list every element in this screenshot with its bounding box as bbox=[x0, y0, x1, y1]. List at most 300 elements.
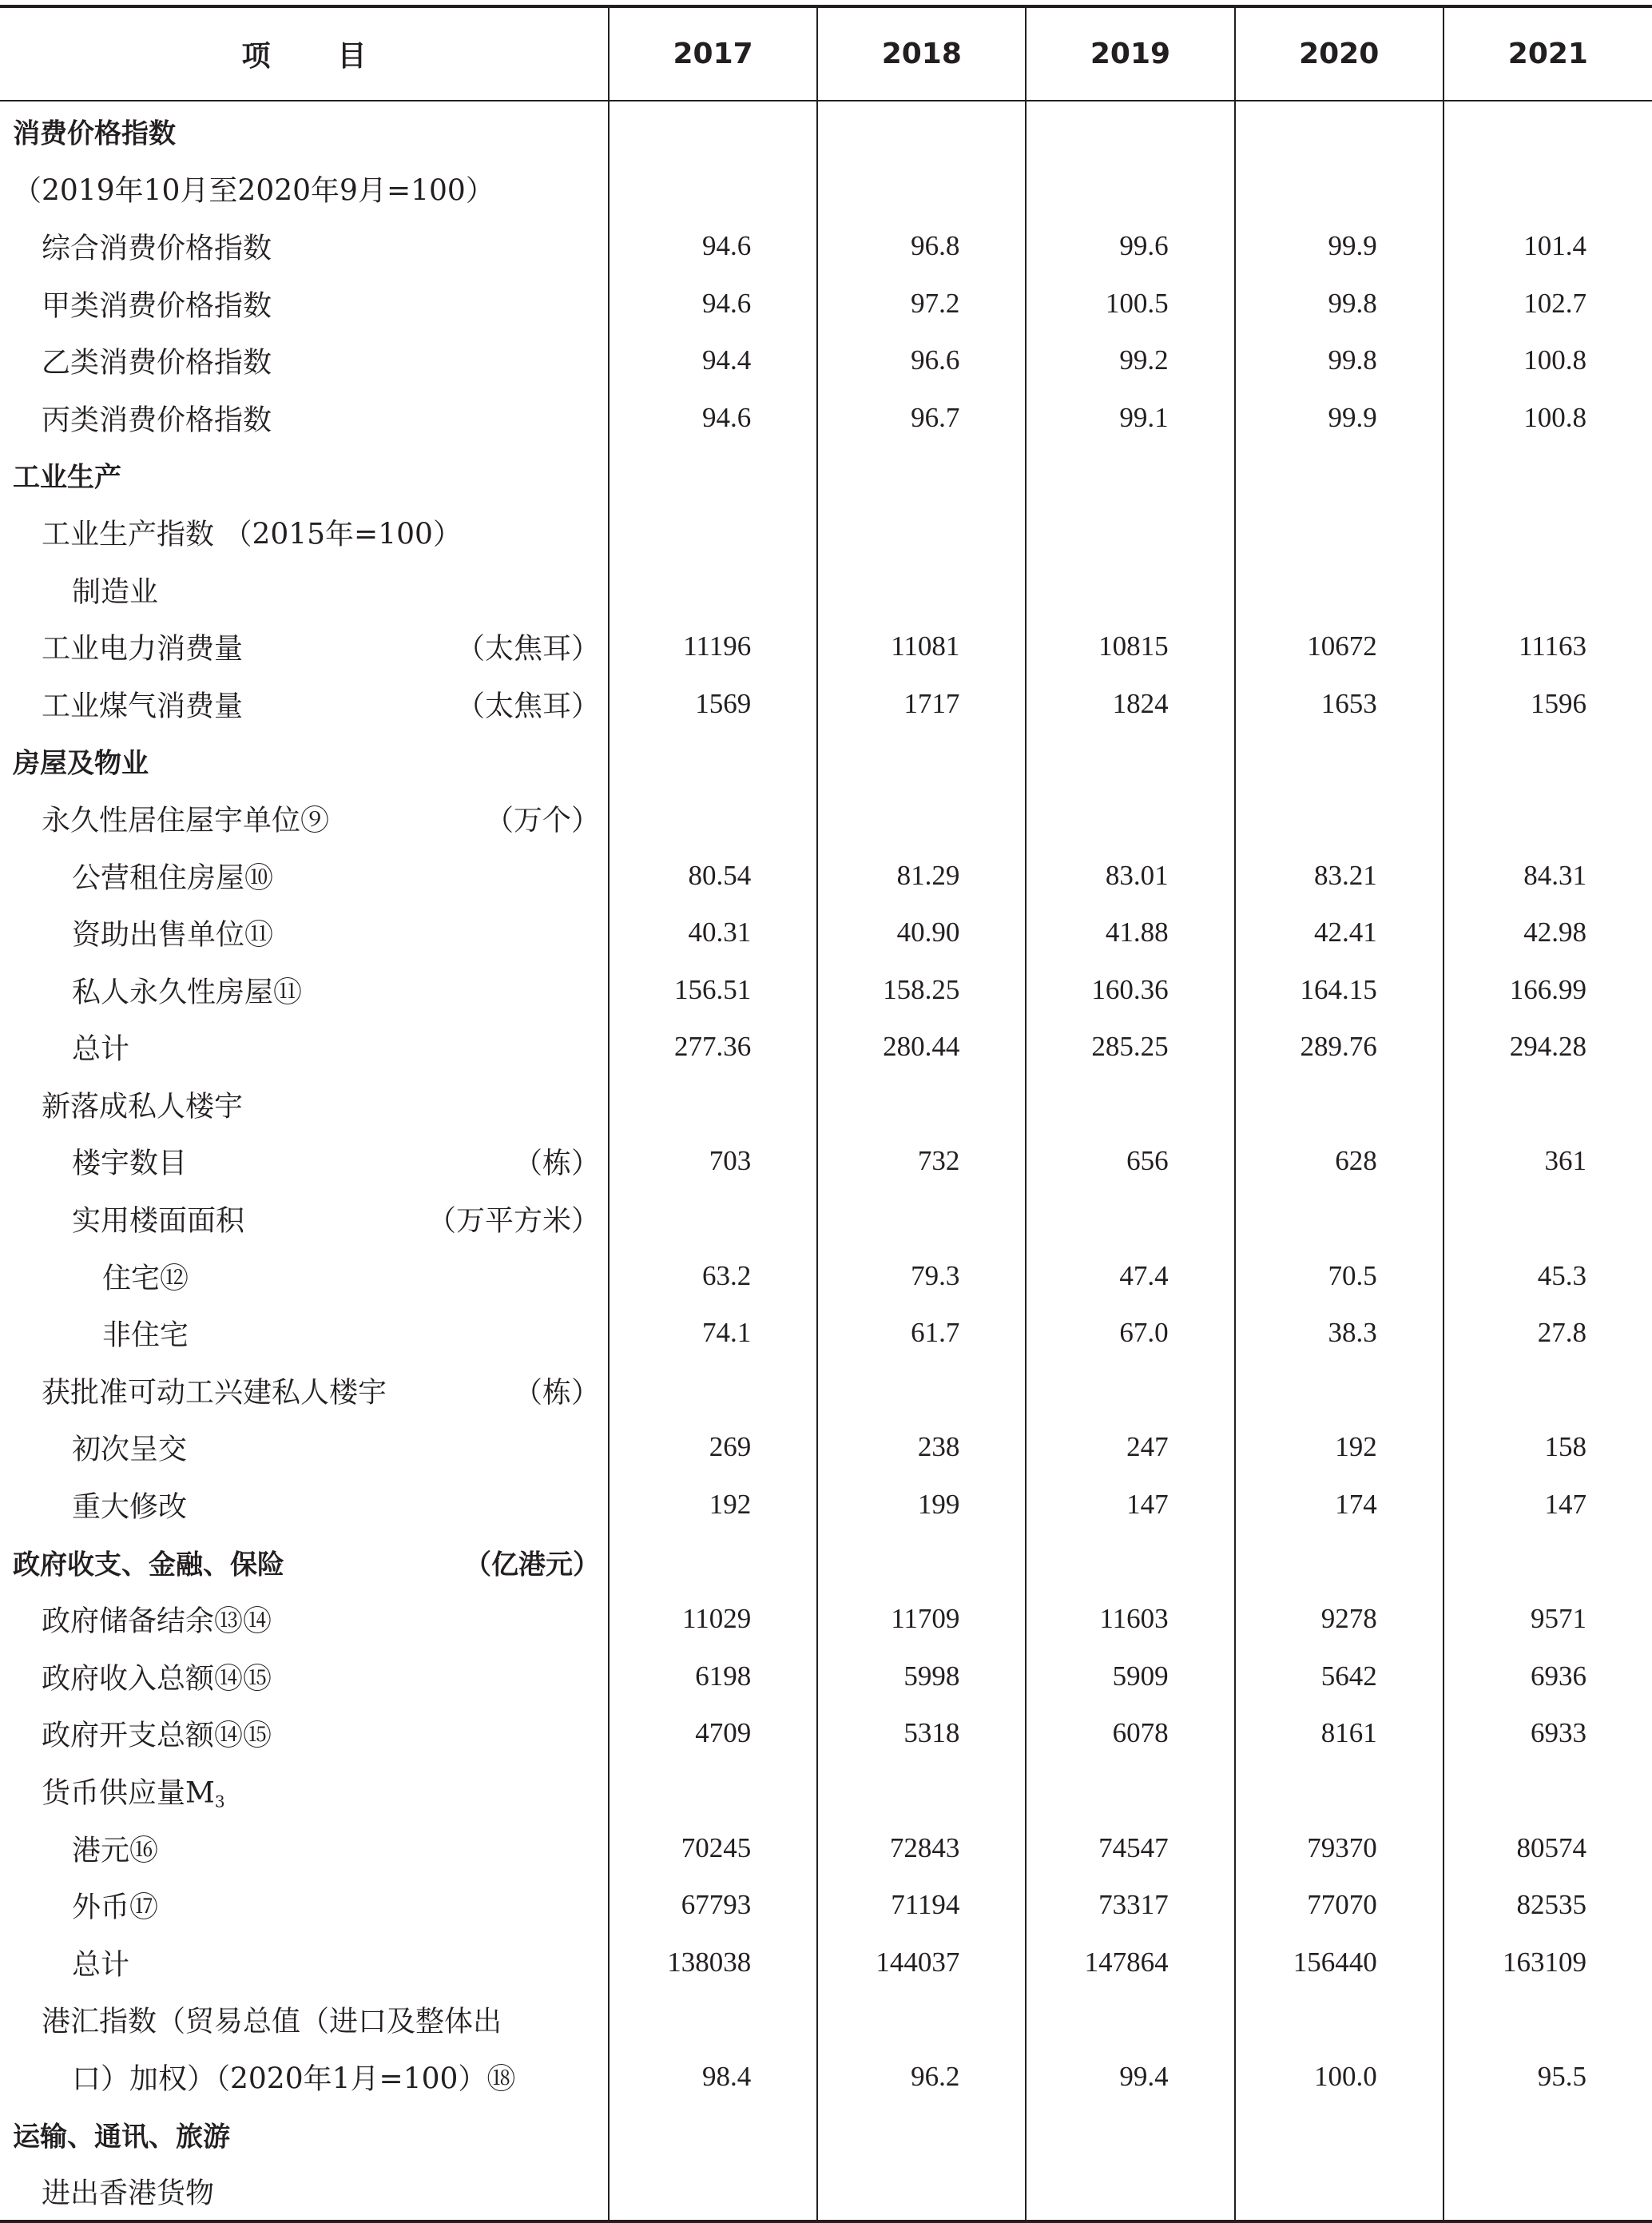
row-label bbox=[42, 1713, 272, 1754]
value-cell: 144037 bbox=[817, 1934, 1026, 1991]
table-row bbox=[0, 1190, 1652, 1247]
value-cell bbox=[1444, 2106, 1652, 2163]
header-year: 2020 bbox=[1235, 6, 1444, 101]
row-label-cell bbox=[0, 1819, 609, 1877]
value-cell: 94.6 bbox=[609, 217, 817, 275]
statistics-table bbox=[0, 5, 1652, 2223]
value-cell bbox=[609, 101, 817, 161]
table-row bbox=[0, 2106, 1652, 2163]
row-label-text: 丙类消费价格指数 bbox=[42, 404, 272, 437]
row-label-text: 政府收支、金融、保险 bbox=[13, 1549, 284, 1581]
value-cell bbox=[1026, 2106, 1234, 2163]
value-cell: 100.5 bbox=[1026, 275, 1234, 332]
table-row bbox=[0, 675, 1652, 733]
value-cell: 67793 bbox=[609, 1876, 817, 1934]
value-cell bbox=[817, 561, 1026, 618]
value-cell bbox=[1235, 503, 1444, 561]
row-label bbox=[72, 1199, 244, 1239]
value-cell bbox=[1026, 1362, 1234, 1419]
value-cell: 158.25 bbox=[817, 961, 1026, 1019]
row-label-text: 港汇指数（贸易总值（进口及整体出 bbox=[42, 2005, 502, 2038]
row-label bbox=[42, 797, 329, 838]
value-cell bbox=[609, 1991, 817, 2049]
value-cell: 96.7 bbox=[817, 389, 1026, 447]
value-cell bbox=[1235, 561, 1444, 618]
header-item bbox=[0, 6, 609, 101]
value-cell bbox=[609, 561, 817, 618]
value-cell: 95.5 bbox=[1444, 2048, 1652, 2106]
value-cell: 96.6 bbox=[817, 332, 1026, 389]
value-cell: 238 bbox=[817, 1419, 1026, 1477]
row-label bbox=[42, 1999, 502, 2040]
table-row bbox=[0, 1362, 1652, 1419]
table-row bbox=[0, 1991, 1652, 2049]
row-label-text: 非住宅 bbox=[102, 1318, 189, 1352]
value-cell: 147 bbox=[1444, 1476, 1652, 1533]
value-cell bbox=[1444, 1991, 1652, 2049]
value-cell: 160.36 bbox=[1026, 961, 1234, 1019]
value-cell: 628 bbox=[1235, 1133, 1444, 1191]
table-row bbox=[0, 1419, 1652, 1477]
value-cell: 5998 bbox=[817, 1648, 1026, 1705]
row-unit: （太焦耳） bbox=[456, 632, 601, 666]
value-cell bbox=[609, 789, 817, 847]
row-label-cell bbox=[0, 1419, 609, 1477]
value-cell: 9571 bbox=[1444, 1590, 1652, 1648]
row-label-text: 总计 bbox=[72, 1948, 130, 1982]
value-cell: 70.5 bbox=[1235, 1247, 1444, 1305]
row-label-text: 制造业 bbox=[72, 575, 159, 609]
table-row bbox=[0, 1590, 1652, 1648]
row-label bbox=[42, 283, 272, 324]
value-cell bbox=[609, 1762, 817, 1819]
table-row bbox=[0, 1133, 1652, 1191]
row-label bbox=[72, 1485, 187, 1525]
value-cell: 99.2 bbox=[1026, 332, 1234, 389]
table-row bbox=[0, 1762, 1652, 1819]
row-label bbox=[13, 169, 494, 209]
value-cell: 77070 bbox=[1235, 1876, 1444, 1934]
value-cell: 656 bbox=[1026, 1133, 1234, 1191]
header-item-label-2: 目 bbox=[337, 40, 367, 73]
row-label bbox=[42, 1599, 272, 1640]
value-cell bbox=[1235, 447, 1444, 504]
value-cell bbox=[817, 1991, 1026, 2049]
row-label-text: 总计 bbox=[72, 1032, 130, 1066]
value-cell: 80.54 bbox=[609, 847, 817, 905]
row-label bbox=[42, 225, 272, 266]
value-cell bbox=[1235, 1533, 1444, 1591]
value-cell: 703 bbox=[609, 1133, 817, 1191]
row-label-text: 住宅⑫ bbox=[102, 1262, 189, 1295]
value-cell: 732 bbox=[817, 1133, 1026, 1191]
value-cell: 82535 bbox=[1444, 1876, 1652, 1934]
row-label-cell bbox=[0, 389, 609, 447]
row-label-text: 港元⑯ bbox=[72, 1834, 159, 1867]
row-label-text: 工业生产指数 （2015年=100） bbox=[42, 518, 462, 551]
value-cell bbox=[817, 1076, 1026, 1133]
row-label-cell bbox=[0, 904, 609, 961]
row-label bbox=[13, 455, 121, 495]
table-row bbox=[0, 2162, 1652, 2221]
value-cell: 83.21 bbox=[1235, 847, 1444, 905]
value-cell bbox=[1444, 447, 1652, 504]
value-cell bbox=[1026, 1190, 1234, 1247]
row-label-text: 工业生产 bbox=[13, 461, 121, 494]
value-cell: 42.98 bbox=[1444, 904, 1652, 961]
row-label-cell bbox=[0, 1648, 609, 1705]
row-label-cell bbox=[0, 2106, 609, 2163]
value-cell: 6078 bbox=[1026, 1705, 1234, 1763]
row-label bbox=[42, 511, 462, 552]
value-cell bbox=[609, 2106, 817, 2163]
header-year: 2017 bbox=[609, 6, 817, 101]
value-cell: 73317 bbox=[1026, 1876, 1234, 1934]
value-cell bbox=[1235, 789, 1444, 847]
header-year: 2021 bbox=[1444, 6, 1652, 101]
value-cell: 11029 bbox=[609, 1590, 817, 1648]
value-cell: 156.51 bbox=[609, 961, 817, 1019]
value-cell: 158 bbox=[1444, 1419, 1652, 1477]
table-row bbox=[0, 161, 1652, 218]
value-cell bbox=[1235, 1190, 1444, 1247]
row-label-cell bbox=[0, 101, 609, 161]
row-label bbox=[72, 1141, 187, 1182]
row-label-cell bbox=[0, 275, 609, 332]
table-row bbox=[0, 101, 1652, 161]
value-cell bbox=[609, 447, 817, 504]
value-cell: 63.2 bbox=[609, 1247, 817, 1305]
table-row bbox=[0, 2048, 1652, 2106]
row-label bbox=[13, 1542, 284, 1581]
value-cell: 84.31 bbox=[1444, 847, 1652, 905]
value-cell: 285.25 bbox=[1026, 1019, 1234, 1076]
value-cell: 294.28 bbox=[1444, 1019, 1652, 1076]
value-cell bbox=[1444, 101, 1652, 161]
row-unit: （栋） bbox=[514, 1147, 601, 1180]
row-label-cell bbox=[0, 1304, 609, 1362]
value-cell bbox=[817, 447, 1026, 504]
value-cell: 40.31 bbox=[609, 904, 817, 961]
value-cell: 101.4 bbox=[1444, 217, 1652, 275]
table-row bbox=[0, 275, 1652, 332]
value-cell bbox=[1026, 447, 1234, 504]
row-label bbox=[42, 397, 272, 438]
row-label bbox=[102, 1255, 189, 1296]
value-cell bbox=[1444, 1533, 1652, 1591]
value-cell bbox=[817, 1762, 1026, 1819]
value-cell: 1824 bbox=[1026, 675, 1234, 733]
row-label bbox=[13, 111, 176, 150]
table-row bbox=[0, 904, 1652, 961]
value-cell: 100.8 bbox=[1444, 389, 1652, 447]
value-cell bbox=[1026, 161, 1234, 218]
row-label-text: 私人永久性房屋⑪ bbox=[72, 976, 303, 1009]
table-row bbox=[0, 1247, 1652, 1305]
row-label-cell bbox=[0, 1533, 609, 1591]
value-cell: 70245 bbox=[609, 1819, 817, 1877]
row-label-text: 永久性居住屋宇单位⑨ bbox=[42, 804, 330, 837]
value-cell: 164.15 bbox=[1235, 961, 1444, 1019]
row-label bbox=[72, 1827, 158, 1868]
table-row bbox=[0, 1819, 1652, 1877]
value-cell: 99.1 bbox=[1026, 389, 1234, 447]
row-label bbox=[42, 1370, 387, 1410]
value-cell: 99.4 bbox=[1026, 2048, 1234, 2106]
value-cell: 269 bbox=[609, 1419, 817, 1477]
value-cell: 74547 bbox=[1026, 1819, 1234, 1877]
row-label-cell bbox=[0, 1476, 609, 1533]
table-row bbox=[0, 1934, 1652, 1991]
value-cell: 83.01 bbox=[1026, 847, 1234, 905]
row-label-cell bbox=[0, 1133, 609, 1191]
row-label-text: 乙类消费价格指数 bbox=[42, 346, 272, 380]
value-cell: 10672 bbox=[1235, 618, 1444, 675]
value-cell bbox=[1235, 1762, 1444, 1819]
value-cell bbox=[817, 733, 1026, 790]
row-label bbox=[72, 855, 273, 896]
row-label-cell bbox=[0, 1190, 609, 1247]
table-row bbox=[0, 618, 1652, 675]
value-cell bbox=[1444, 161, 1652, 218]
row-label-text: 甲类消费价格指数 bbox=[42, 289, 272, 323]
value-cell: 98.4 bbox=[609, 2048, 817, 2106]
row-label-cell bbox=[0, 961, 609, 1019]
row-label-text: 初次呈交 bbox=[72, 1433, 188, 1466]
value-cell: 147864 bbox=[1026, 1934, 1234, 1991]
table-row bbox=[0, 847, 1652, 905]
row-label-cell bbox=[0, 561, 609, 618]
value-cell: 40.90 bbox=[817, 904, 1026, 961]
row-label-text: 政府开支总额⑭⑮ bbox=[42, 1719, 272, 1752]
row-label bbox=[102, 1313, 189, 1354]
value-cell bbox=[1235, 101, 1444, 161]
value-cell: 247 bbox=[1026, 1419, 1234, 1477]
value-cell bbox=[817, 1533, 1026, 1591]
value-cell bbox=[609, 503, 817, 561]
value-cell: 100.0 bbox=[1235, 2048, 1444, 2106]
value-cell bbox=[609, 1362, 817, 1419]
value-cell: 138038 bbox=[609, 1934, 817, 1991]
value-cell: 361 bbox=[1444, 1133, 1652, 1191]
value-cell: 174 bbox=[1235, 1476, 1444, 1533]
value-cell bbox=[1235, 733, 1444, 790]
value-cell: 67.0 bbox=[1026, 1304, 1234, 1362]
row-label-text: 货币供应量M bbox=[42, 1776, 215, 1810]
value-cell: 166.99 bbox=[1444, 961, 1652, 1019]
value-cell bbox=[609, 1190, 817, 1247]
row-label bbox=[72, 1027, 129, 1068]
value-cell bbox=[609, 161, 817, 218]
row-label bbox=[13, 2114, 230, 2153]
row-label-cell bbox=[0, 1362, 609, 1419]
value-cell: 163109 bbox=[1444, 1934, 1652, 1991]
row-label bbox=[42, 626, 243, 667]
row-label-text: 新落成私人楼宇 bbox=[42, 1090, 244, 1123]
value-cell: 94.6 bbox=[609, 389, 817, 447]
header-year: 2018 bbox=[817, 6, 1026, 101]
value-cell: 9278 bbox=[1235, 1590, 1444, 1648]
row-label-subscript: 3 bbox=[214, 1792, 225, 1811]
value-cell bbox=[1444, 733, 1652, 790]
value-cell: 99.9 bbox=[1235, 389, 1444, 447]
table-row bbox=[0, 1476, 1652, 1533]
value-cell: 6933 bbox=[1444, 1705, 1652, 1763]
row-label-text: 外币⑰ bbox=[72, 1891, 159, 1924]
value-cell: 99.8 bbox=[1235, 332, 1444, 389]
value-cell bbox=[1026, 1762, 1234, 1819]
row-label-text: 房屋及物业 bbox=[13, 747, 149, 780]
row-unit: （栋） bbox=[514, 1376, 601, 1410]
row-label-text: 公营租住房屋⑩ bbox=[72, 861, 274, 895]
row-label bbox=[72, 569, 158, 610]
value-cell bbox=[1026, 101, 1234, 161]
value-cell: 6936 bbox=[1444, 1648, 1652, 1705]
value-cell bbox=[1235, 1076, 1444, 1133]
value-cell: 99.6 bbox=[1026, 217, 1234, 275]
value-cell: 11709 bbox=[817, 1590, 1026, 1648]
row-label bbox=[42, 683, 243, 724]
value-cell bbox=[1235, 1991, 1444, 2049]
value-cell: 41.88 bbox=[1026, 904, 1234, 961]
value-cell: 81.29 bbox=[817, 847, 1026, 905]
value-cell: 1596 bbox=[1444, 675, 1652, 733]
table-row bbox=[0, 503, 1652, 561]
row-label-cell bbox=[0, 2048, 609, 2106]
value-cell bbox=[1026, 503, 1234, 561]
row-label-cell bbox=[0, 447, 609, 504]
row-label bbox=[42, 1084, 243, 1124]
value-cell bbox=[1235, 2106, 1444, 2163]
value-cell bbox=[609, 1533, 817, 1591]
value-cell bbox=[1444, 1762, 1652, 1819]
value-cell: 5318 bbox=[817, 1705, 1026, 1763]
table-row bbox=[0, 1076, 1652, 1133]
value-cell: 42.41 bbox=[1235, 904, 1444, 961]
value-cell: 96.2 bbox=[817, 2048, 1026, 2106]
table-row bbox=[0, 332, 1652, 389]
row-label-text: 政府收入总额⑭⑮ bbox=[42, 1662, 272, 1696]
row-label bbox=[42, 1656, 272, 1696]
row-label-cell bbox=[0, 503, 609, 561]
value-cell: 102.7 bbox=[1444, 275, 1652, 332]
value-cell: 45.3 bbox=[1444, 1247, 1652, 1305]
row-label bbox=[42, 340, 272, 381]
table-row bbox=[0, 961, 1652, 1019]
value-cell bbox=[1444, 1076, 1652, 1133]
value-cell: 79.3 bbox=[817, 1247, 1026, 1305]
value-cell bbox=[817, 2106, 1026, 2163]
value-cell: 71194 bbox=[817, 1876, 1026, 1934]
table-row bbox=[0, 1019, 1652, 1076]
header-row bbox=[0, 6, 1652, 101]
table-row bbox=[0, 733, 1652, 790]
value-cell: 5642 bbox=[1235, 1648, 1444, 1705]
row-label-text: 实用楼面面积 bbox=[72, 1204, 245, 1238]
value-cell: 38.3 bbox=[1235, 1304, 1444, 1362]
value-cell: 8161 bbox=[1235, 1705, 1444, 1763]
value-cell bbox=[609, 2162, 817, 2221]
value-cell: 94.6 bbox=[609, 275, 817, 332]
value-cell bbox=[1235, 2162, 1444, 2221]
row-label bbox=[13, 742, 149, 781]
value-cell: 192 bbox=[1235, 1419, 1444, 1477]
value-cell bbox=[1444, 2162, 1652, 2221]
row-label bbox=[72, 1942, 129, 1982]
value-cell bbox=[1026, 561, 1234, 618]
row-unit: （亿港元） bbox=[464, 1549, 601, 1581]
row-label-text: 消费价格指数 bbox=[13, 117, 176, 150]
value-cell bbox=[817, 503, 1026, 561]
value-cell: 61.7 bbox=[817, 1304, 1026, 1362]
value-cell: 99.9 bbox=[1235, 217, 1444, 275]
value-cell: 11163 bbox=[1444, 618, 1652, 675]
value-cell bbox=[1026, 1076, 1234, 1133]
row-label-cell bbox=[0, 675, 609, 733]
value-cell: 280.44 bbox=[817, 1019, 1026, 1076]
row-label-cell bbox=[0, 1934, 609, 1991]
row-label-cell bbox=[0, 1019, 609, 1076]
row-label-cell bbox=[0, 1991, 609, 2049]
value-cell: 74.1 bbox=[609, 1304, 817, 1362]
row-label-cell bbox=[0, 332, 609, 389]
value-cell bbox=[1444, 789, 1652, 847]
value-cell bbox=[1444, 561, 1652, 618]
table-row bbox=[0, 1304, 1652, 1362]
table-row bbox=[0, 789, 1652, 847]
row-label-cell bbox=[0, 847, 609, 905]
row-unit: （太焦耳） bbox=[456, 690, 601, 723]
row-label-text: 资助出售单位⑪ bbox=[72, 918, 274, 952]
value-cell bbox=[817, 1362, 1026, 1419]
value-cell: 289.76 bbox=[1235, 1019, 1444, 1076]
row-label-cell bbox=[0, 1762, 609, 1819]
value-cell: 1717 bbox=[817, 675, 1026, 733]
value-cell: 199 bbox=[817, 1476, 1026, 1533]
value-cell: 4709 bbox=[609, 1705, 817, 1763]
value-cell: 10815 bbox=[1026, 618, 1234, 675]
value-cell bbox=[817, 1190, 1026, 1247]
value-cell: 1569 bbox=[609, 675, 817, 733]
row-label-text: 获批准可动工兴建私人楼宇 bbox=[42, 1376, 387, 1410]
header-year: 2019 bbox=[1026, 6, 1234, 101]
table-row bbox=[0, 1648, 1652, 1705]
value-cell: 94.4 bbox=[609, 332, 817, 389]
table-row bbox=[0, 1876, 1652, 1934]
value-cell bbox=[817, 161, 1026, 218]
value-cell bbox=[1026, 1533, 1234, 1591]
row-label bbox=[72, 2056, 515, 2097]
value-cell: 6198 bbox=[609, 1648, 817, 1705]
value-cell: 80574 bbox=[1444, 1819, 1652, 1877]
row-label-cell bbox=[0, 789, 609, 847]
value-cell: 96.8 bbox=[817, 217, 1026, 275]
value-cell: 47.4 bbox=[1026, 1247, 1234, 1305]
value-cell bbox=[1444, 503, 1652, 561]
value-cell bbox=[1026, 733, 1234, 790]
value-cell: 192 bbox=[609, 1476, 817, 1533]
row-label-text: 进出香港货物 bbox=[42, 2177, 215, 2210]
value-cell: 11081 bbox=[817, 618, 1026, 675]
value-cell bbox=[1235, 1362, 1444, 1419]
value-cell bbox=[1026, 2162, 1234, 2221]
row-label-text: 工业电力消费量 bbox=[42, 632, 244, 666]
value-cell bbox=[1235, 161, 1444, 218]
table-row bbox=[0, 217, 1652, 275]
value-cell: 1653 bbox=[1235, 675, 1444, 733]
row-unit: （万个） bbox=[485, 804, 601, 837]
row-label-cell bbox=[0, 1705, 609, 1763]
